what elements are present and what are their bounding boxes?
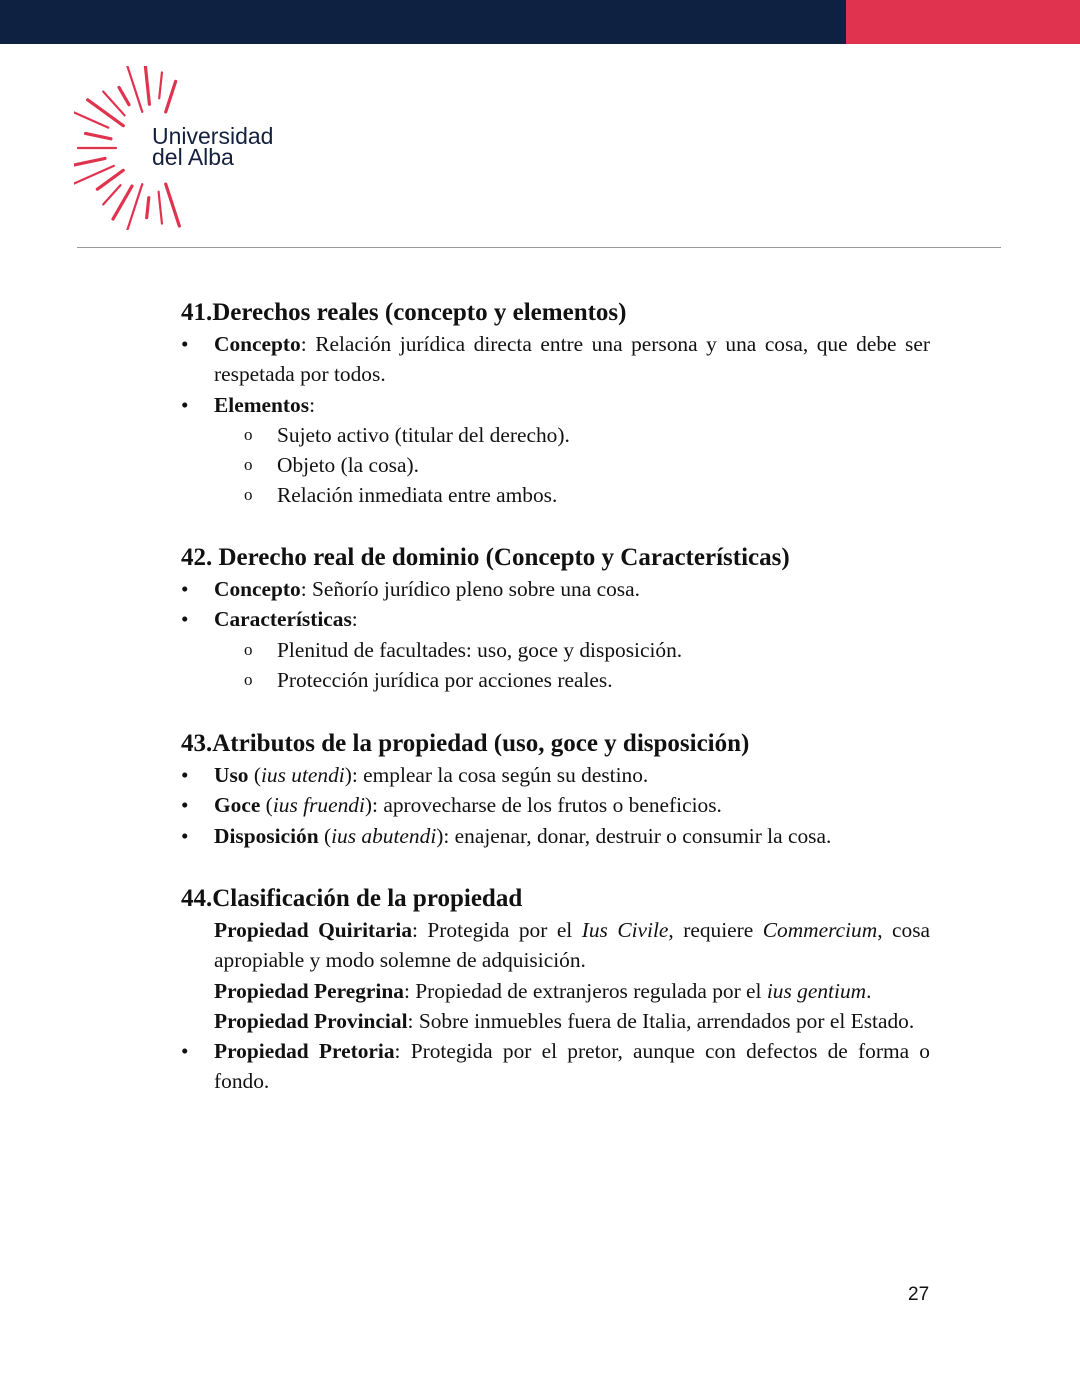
item-text: .	[866, 978, 872, 1003]
bullet-icon: •	[181, 332, 189, 356]
bold-term: Propiedad Provincial	[214, 1008, 408, 1033]
italic-term: Commercium	[762, 918, 878, 942]
sub-list-item	[181, 665, 930, 695]
item-text: (	[318, 823, 332, 848]
list-item	[181, 976, 930, 1006]
bold-term: Concepto	[214, 577, 301, 601]
logo-line-2: del Alba	[152, 144, 234, 170]
section-heading: 44.Clasificación de la propiedad	[181, 885, 523, 912]
bold-term: Características	[214, 607, 352, 632]
item-text: : Propiedad de extranjeros regulada por el	[403, 978, 767, 1003]
logo-ray	[74, 112, 108, 127]
item-text: Protección jurídica por acciones reales.	[277, 667, 613, 692]
bold-term: Elementos	[214, 392, 310, 417]
item-text: :	[351, 607, 358, 632]
bold-term: Propiedad Quiritaria	[214, 918, 413, 942]
bullet-icon: •	[181, 607, 189, 632]
italic-term: ius abutendi	[331, 823, 437, 848]
item-text: : Protegida por el	[412, 918, 582, 942]
bullet-icon: •	[181, 392, 189, 417]
bold-term: Goce	[214, 793, 261, 818]
bold-term: Propiedad Pretoria	[214, 1039, 395, 1064]
italic-term: Ius Civile	[581, 918, 669, 942]
header-divider	[77, 247, 1001, 248]
logo-ray	[166, 81, 176, 111]
item-text: : Señorío jurídico pleno sobre una cosa.	[300, 577, 640, 601]
circle-bullet-icon: o	[244, 424, 253, 444]
list-item	[181, 790, 930, 820]
item-text: Sujeto activo (titular del derecho).	[277, 422, 570, 447]
circle-bullet-icon: o	[244, 455, 253, 475]
sub-list-item	[181, 450, 930, 480]
list-item	[181, 1036, 930, 1097]
bold-term: Propiedad Peregrina	[214, 978, 404, 1003]
item-text: ): enajenar, donar, destruir o consumir la cosa.	[436, 823, 832, 848]
section	[181, 728, 931, 851]
logo-ray	[159, 192, 162, 224]
list-item	[181, 329, 930, 390]
item-text: :	[309, 392, 316, 417]
item-text: (	[260, 793, 273, 818]
list-item	[181, 390, 930, 420]
logo-ray	[159, 72, 162, 98]
sub-list-item	[181, 480, 930, 510]
item-text: , requiere	[668, 918, 763, 942]
list-item	[181, 915, 930, 976]
logo-line-1: Universidad	[152, 123, 274, 149]
section-heading: 41.Derechos reales (concepto y elementos)	[181, 299, 627, 326]
bullet-icon: •	[181, 763, 189, 787]
item-text: : Protegida por el pretor, aunque con defectos de forma o fondo.	[214, 1039, 930, 1094]
list-item	[181, 574, 930, 604]
section-heading: 42. Derecho real de dominio (Concepto y Características)	[181, 544, 790, 571]
logo-ray	[119, 87, 129, 104]
sub-list-item	[181, 635, 930, 665]
page-number: 27	[908, 1284, 930, 1305]
section-heading: 43.Atributos de la propiedad (uso, goce y disposición)	[181, 730, 750, 757]
italic-term: ius utendi	[260, 763, 345, 787]
item-text: (	[248, 763, 261, 787]
list-item	[181, 1006, 930, 1036]
logo-ray	[86, 133, 111, 138]
list-item	[181, 760, 930, 790]
logo-ray	[147, 198, 149, 218]
bullet-icon: •	[181, 577, 189, 601]
item-text: ): aprovecharse de los frutos o beneficios.	[364, 793, 722, 818]
item-text: ): emplear la cosa según su destino.	[344, 763, 649, 787]
bold-term: Concepto	[214, 332, 301, 356]
circle-bullet-icon: o	[244, 669, 253, 689]
item-text: : Relación jurídica directa entre una persona y una cosa, que debe ser respetada por todos.	[214, 332, 930, 387]
item-text: , cosa apropiable y modo solemne de adquisición.	[214, 918, 931, 973]
item-text: Relación inmediata entre ambos.	[277, 483, 558, 508]
header-bar-navy	[0, 0, 846, 44]
bullet-icon: •	[181, 793, 189, 818]
circle-bullet-icon: o	[244, 485, 253, 505]
italic-term: ius fruendi	[272, 793, 365, 818]
list-item	[181, 821, 930, 851]
bold-term: Disposición	[214, 823, 319, 848]
logo-ray	[74, 158, 105, 165]
item-text: Plenitud de facultades: uso, goce y disposición.	[277, 637, 683, 662]
bullet-icon: •	[181, 1039, 189, 1064]
section	[181, 883, 931, 1097]
logo-ray	[145, 66, 149, 104]
list-item	[181, 604, 930, 634]
section	[181, 297, 931, 511]
logo-ray	[166, 184, 180, 226]
logo-text	[152, 123, 274, 170]
header-bar-red	[846, 0, 1080, 44]
circle-bullet-icon: o	[244, 639, 253, 659]
logo-ray	[103, 185, 120, 204]
bullet-icon: •	[181, 823, 189, 848]
italic-term: ius gentium	[766, 978, 867, 1003]
sub-list-item	[181, 420, 930, 450]
item-text: Objeto (la cosa).	[277, 453, 419, 478]
section	[181, 542, 931, 695]
item-text: : Sobre inmuebles fuera de Italia, arrendados por el Estado.	[407, 1008, 915, 1033]
bold-term: Uso	[214, 763, 249, 787]
